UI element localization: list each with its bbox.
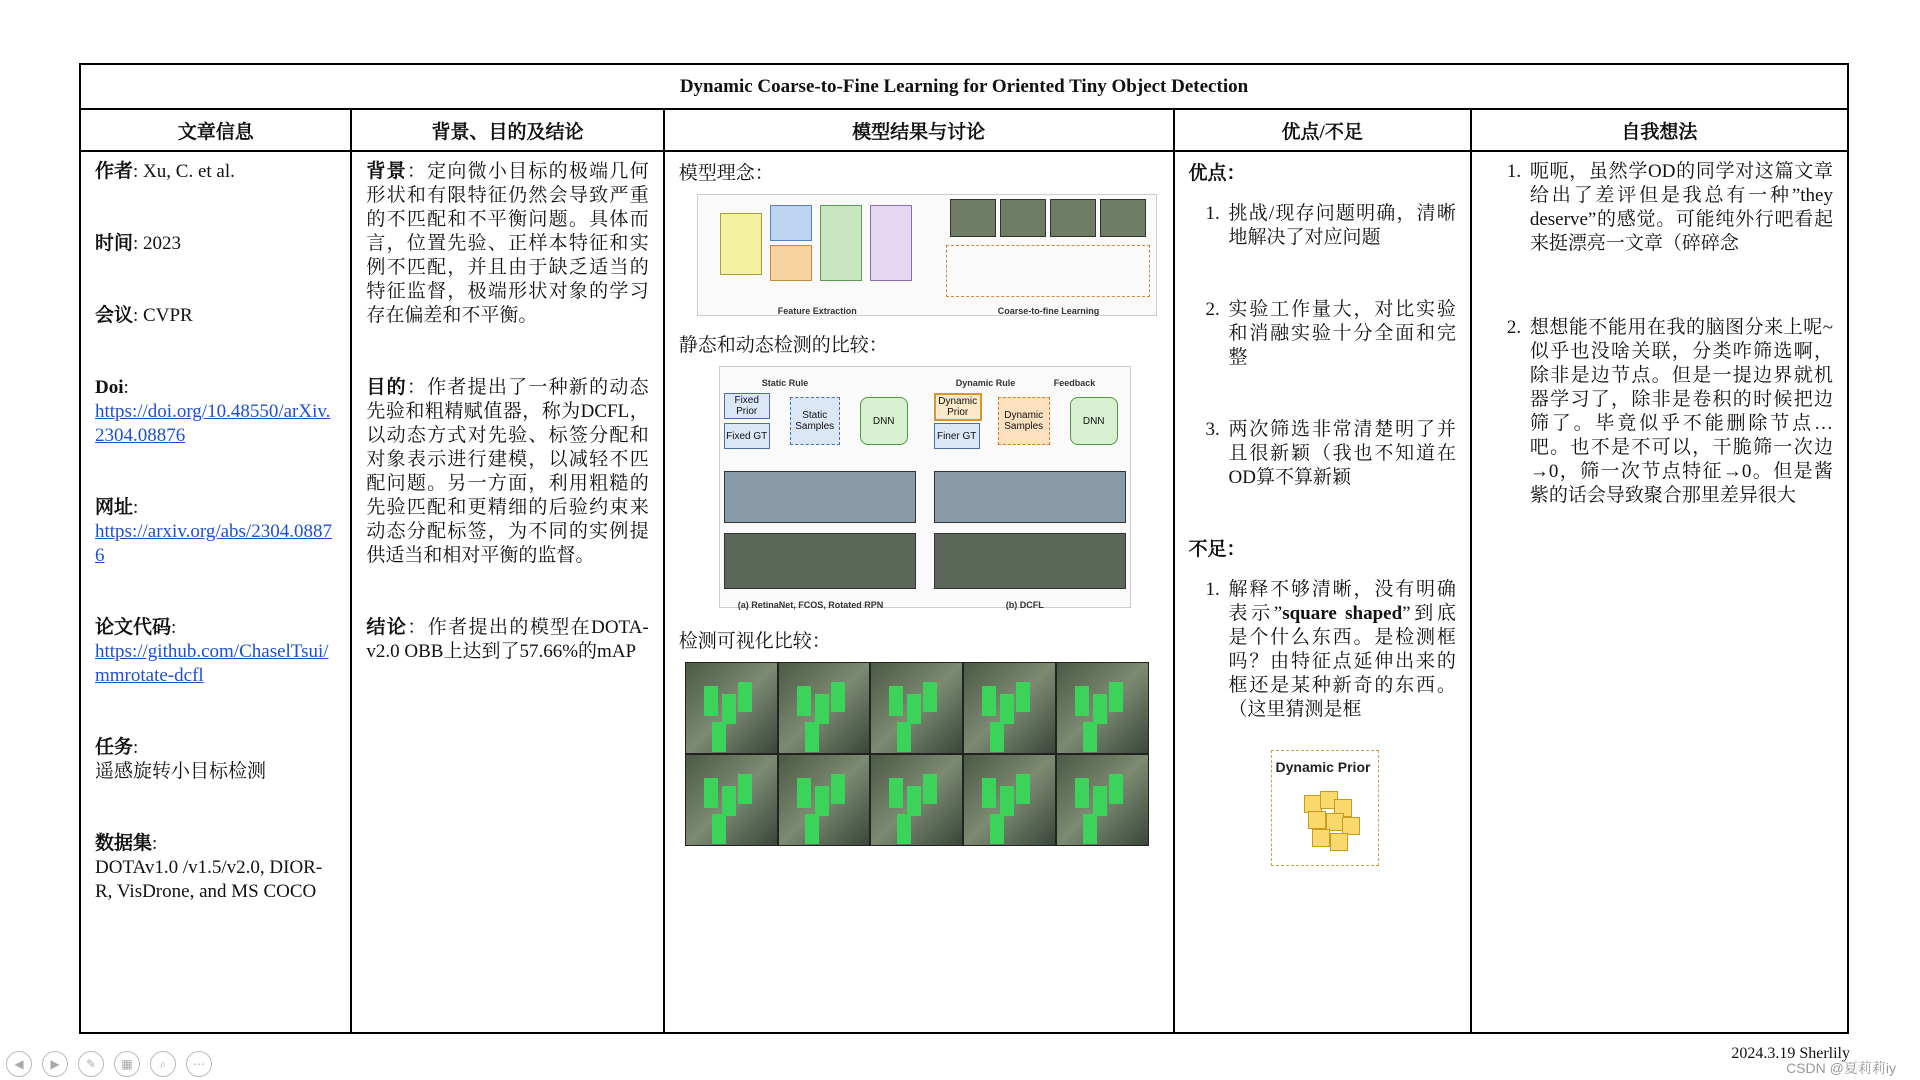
paper-title: Dynamic Coarse-to-Fine Learning for Oriented Tiny Object Detection [81,65,1847,110]
static-samples-box: Static Samples [790,397,840,445]
pcb-block-icon [870,205,912,281]
visualization-tile [1057,755,1148,845]
dynamic-rule-label: Dynamic Rule [955,378,1016,388]
slide-toolbar [6,1051,212,1077]
aerial-image-icon [950,199,996,237]
pros-item: 2. 实验工作量大，对比实验和消融实验十分全面和完整 [1225,298,1456,370]
fixed-prior-box: Fixed Prior [724,393,770,419]
pros-cons-cell [1175,152,1472,1034]
next-slide-icon[interactable]: ▶ [42,1051,68,1077]
arxiv-link[interactable]: https://arxiv.org/abs/2304.08876 [95,521,332,566]
fig1-caption-left: Feature Extraction [777,306,857,316]
architecture-figure [697,194,1157,316]
fig2-caption-a: (a) RetinaNet, FCOS, Rotated RPN [737,600,884,610]
compare-label: 静态和动态检测的比较： [678,335,888,356]
header-pros-cons: 优点/不足 [1175,110,1472,150]
header-background: 背景、目的及结论 [352,110,664,150]
header-model-results: 模型结果与讨论 [665,110,1175,150]
finer-gt-box: Finer GT [934,423,980,449]
visualization-tile [686,663,777,753]
thoughts-list [1486,160,1833,508]
summary-table [79,63,1849,1034]
conclusion-text: 结论：作者提出的模型在DOTA-v2.0 OBB上达到了57.66%的mAP [366,617,649,662]
prior-square-icon [1330,833,1348,851]
visualization-grid [685,662,1149,846]
dynamic-samples-box: Dynamic Samples [998,397,1050,445]
pros-label: 优点： [1188,163,1246,184]
cons-label: 不足： [1188,539,1246,560]
background-cell [352,152,664,1034]
cons-item: 1. 解释不够清晰，没有明确表示”square shaped”到底是个什么东西。是检测框吗？由特征点延伸出来的框还是某种新奇的东西。（这里猜测是框 [1225,578,1456,722]
author-field: 作者: Xu, C. et al. [95,161,235,182]
task-field: 任务: 遥感旋转小目标检测 [95,737,267,782]
concept-label: 模型理念： [678,163,774,184]
conference-field: 会议: CVPR [95,305,193,326]
visualization-tile [779,663,870,753]
head-block-icon [820,205,862,281]
visualization-tile [686,755,777,845]
thought-item: 1. 呃呃，虽然学OD的同学对这篇文章给出了差评但是我总有一种”they deserve”的感觉。可能纯外行吧看起来挺漂亮一文章（碎碎念 [1526,160,1833,256]
coarse-to-fine-panel [946,245,1150,297]
header-article-info: 文章信息 [81,110,352,150]
sample-grid-image [724,471,916,523]
feature-map-icon [770,205,812,241]
detection-result-image [724,533,916,589]
dynamic-prior-title: Dynamic Prior [1275,759,1371,775]
detection-result-image [934,533,1126,589]
fixed-gt-box: Fixed GT [724,423,770,449]
fpn-block-icon [720,213,762,275]
dynamic-prior-box: Dynamic Prior [934,393,982,421]
visualization-tile [1057,663,1148,753]
prior-square-icon [1312,829,1330,847]
github-link[interactable]: https://github.com/ChaselTsui/mmrotate-dcfl [95,641,329,686]
article-info-cell [81,152,352,1034]
thoughts-cell [1472,152,1847,1034]
static-rule-label: Static Rule [761,378,809,388]
aerial-image-icon [1050,199,1096,237]
header-thoughts: 自我想法 [1621,121,1698,143]
aerial-image-icon [1000,199,1046,237]
sample-grid-image [934,471,1126,523]
time-field: 时间: 2023 [95,233,182,254]
url-field: 网址: https://arxiv.org/abs/2304.08876 [95,497,332,566]
visualization-tile [871,755,962,845]
aim-text: 目的：作者提出了一种新的动态先验和粗精赋值器，称为DCFL，以动态方式对先验、标签分配和对象表示进行建模，以减轻不匹配问题。另一方面，利用粗糙的先验匹配和更精细的后验约束来动态分配标签，为不同的实例提供适当和相对平衡的监督。 [366,377,649,566]
more-options-icon[interactable]: ⋯ [186,1051,212,1077]
dataset-field: 数据集: DOTAv1.0 /v1.5/v2.0, DIOR-R, VisDrone, and MS COCO [95,833,323,902]
doi-link[interactable]: https://doi.org/10.48550/arXiv.2304.08876 [95,401,331,446]
csdn-watermark: CSDN @夏莉莉iy [1786,1060,1896,1076]
pros-list [1189,202,1456,490]
static-dynamic-figure [719,366,1131,608]
visualization-tile [779,755,870,845]
background-text: 背景：定向微小目标的极端几何形状和有限特征仍然会导致严重的不匹配和不平衡问题。具体而言，位置先验、正样本特征和实例不匹配，并且由于缺乏适当的特征监督，极端形状对象的学习存在偏差和不平衡。 [366,161,649,326]
doi-field: Doi: https://doi.org/10.48550/arXiv.2304.08876 [95,377,331,446]
model-results-cell [665,152,1175,1034]
pros-item: 1. 挑战/现存问题明确，清晰地解决了对应问题 [1225,202,1456,250]
feature-map-icon [770,245,812,281]
header-row [81,110,1847,152]
visualization-tile [964,663,1055,753]
visualization-tile [871,663,962,753]
body-row [81,152,1847,1034]
cons-list [1189,578,1456,722]
thought-item: 2. 想想能不能用在我的脑图分来上呢~似乎也没啥关联，分类咋筛选啊，除非是边节点。但是一提边界就机器学习了，除非是卷积的时候把边筛了。毕竟似乎不能删除节点…吧。也不是不可以，干脆筛一次边→0，筛一次节点特征→0。但是酱紫的话会导致聚合那里差异很大 [1526,316,1833,508]
code-field: 论文代码: https://github.com/ChaselTsui/mmrotate-dcfl [95,617,329,686]
fig1-caption-right: Coarse-to-fine Learning [997,306,1100,316]
aerial-image-icon [1100,199,1146,237]
feedback-label: Feedback [1053,378,1096,388]
pros-item: 3. 两次筛选非常清楚明了并且很新颖（我也不知道在OD算不算新颖 [1225,418,1456,490]
footer-date-author: 2024.3.19 Sherlily [1731,1045,1850,1062]
dynamic-prior-figure [1271,750,1379,866]
zoom-icon[interactable]: ⌕ [150,1051,176,1077]
dnn-box: DNN [860,397,908,445]
visual-label: 检测可视化比较： [678,631,831,652]
dnn-box: DNN [1070,397,1118,445]
prior-square-icon [1308,811,1326,829]
pen-icon[interactable]: ✎ [78,1051,104,1077]
fig2-caption-b: (b) DCFL [1005,600,1044,610]
prev-slide-icon[interactable]: ◀ [6,1051,32,1077]
slides-grid-icon[interactable]: ▦ [114,1051,140,1077]
visualization-tile [964,755,1055,845]
